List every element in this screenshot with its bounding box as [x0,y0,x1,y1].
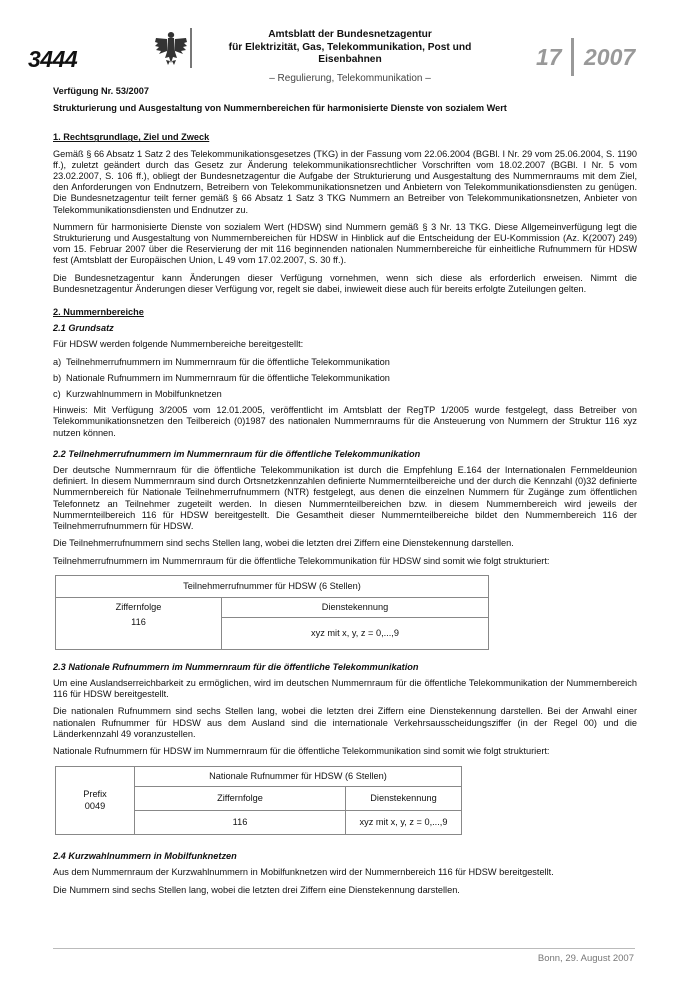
header-divider [190,28,192,68]
section-2-3-paragraph-3: Nationale Rufnummern für HDSW im Nummernraum für die öffentliche Telekommunikation sind somit wie folgt strukturiert: [53,745,550,756]
list-marker: c) [53,389,61,400]
federal-eagle-icon [154,30,188,66]
header-line-3: – Regulierung, Telekommunikation – [269,72,431,84]
section-1-paragraph-2: Nummern für harmonisierte Dienste von sozialem Wert (HDSW) sind Nummern gemäß § 3 Nr. 13 TKG. Diese Allgemeinverfügung legt die Strukturierung und Ausgestaltung von Nummernbereichen für HDSW in Hinblick auf die Entscheidung der EU-Kommission (Az. K(2007) 249) vom 15. Februar 2007 über die Reservierung der mit 116 beginnenden nationalen Nummernbereiche für einheitliche Rufnummern für HDSW fest (Amtsblatt der Europäischen Union, L 49 vom 17.02.2007, S. 30 ff.). [53,221,637,266]
section-1-paragraph-1: Gemäß § 66 Absatz 1 Satz 2 des Telekommunikationsgesetzes (TKG) in der Fassung vom 22.06.2004 (BGBl. I Nr. 29 vom 25.06.2004, S. 1190 ff.), zuletzt geändert durch das Gesetz zur Änderung telekommunikationsrechtlicher Vorschriften vom 18.02.2007 (BGBl. I Nr. 5 vom 23.02.2007, S. 106 ff.), obliegt der Bundesnetzagentur die Aufgabe der Strukturierung und Ausgestaltung des Nummernraums mit dem Ziel, den Anforderungen von Endnutzern, Betreibern von Telekommunikationsnetzen und Anbietern von Telekommunikationsdiensten zu genügen. Die Bundesnetzagentur teilt ferner gemäß § 66 Absatz 1 Satz 3 TKG Nummern an Betreiber von Telekommunikationsnetzen, Anbieter von Telekommunikationsdiensten und Endnutzer zu. [53,148,637,215]
table-cell: xyz mit x, y, z = 0,...,9 [222,617,489,649]
section-2-2-heading: 2.2 Teilnehmerrufnummern im Nummernraum für die öffentliche Telekommunikation [53,448,421,459]
section-2-4-paragraph-1: Aus dem Nummernraum der Kurzwahlnummern in Mobilfunknetzen wird der Nummernbereich 116 für HDSW bereitgestellt. [53,867,554,878]
table-header-cell: Dienstekennung [222,597,489,617]
list-item [53,389,637,400]
issue-number-block [536,44,636,71]
subscriber-number-table [55,575,489,650]
header-title-block [200,29,500,85]
table-cell: 116 [56,617,222,649]
section-2-1-hint: Hinweis: Mit Verfügung 3/2005 vom 12.01.2005, veröffentlicht im Amtsblatt der RegTP 1/2005 wurde festgelegt, dass Betreiber von Telekommunikationsnetzen den Teilbereich (0)1987 des nationalen Nummernraums für die Ansteuerung von Nummern der Struktur 116 xyz nutzen können. [53,405,637,438]
page-number: 3444 [28,46,78,72]
table-cell: 116 [135,811,346,835]
footer-divider [53,948,635,949]
header-line-2: für Elektrizität, Gas, Telekommunikation, Post und Eisenbahnen [228,41,472,65]
document-body [53,86,637,902]
table-header-cell: Ziffernfolge [135,787,346,811]
prefix-value: 0049 [84,800,106,811]
prefix-label: Prefix [83,789,107,800]
issue-number: 17 [536,44,562,70]
table-header-cell: Ziffernfolge [56,597,222,617]
section-1-heading: 1. Rechtsgrundlage, Ziel und Zweck [53,132,210,143]
section-2-1-intro: Für HDSW werden folgende Nummernbereiche bereitgestellt: [53,339,304,350]
verfuegung-number: Verfügung Nr. 53/2007 [53,86,149,96]
section-1-paragraph-3: Die Bundesnetzagentur kann Änderungen dieser Verfügung vornehmen, wenn sich diese als erforderlich erweisen. Nimmt die Bundesnetzagentur Änderungen dieser Verfügung vor, regelt sie dabei, inwieweit diese auch für bereits erfolgte Zuteilungen gelten. [53,272,637,294]
table-caption: Nationale Rufnummer für HDSW (6 Stellen) [135,767,462,787]
national-number-table [55,766,462,835]
section-2-2-paragraph-1: Der deutsche Nummernraum für die öffentliche Telekommunikation ist durch die Empfehlung E.164 der Internationalen Fernmeldeunion definiert. In diesem Nummernraum sind durch Ortsnetzkennzahlen definierte Nummernteilbereiche und der durch die Kennzahl (0)32 definierte Nummernbereich für Nationale Teilnehmerrufnummern (NTR) festgelegt, aus denen die einzelnen Nummern für Zugänge zum öffentlichen Telefonnetz an Teilnehmer zugeteilt werden. In diesen Nummernteilbereichen bzw. in diesem Nummernbereich wird jeweils der Nummernteilbereich 116 für HDSW bereitgestellt. Die Gesamtheit dieser Nummernteilbereiche bildet den Nummernbereich 116 der Teilnehmerrufnummern für HDSW. [53,465,637,532]
section-2-heading: 2. Nummernbereiche [53,307,144,318]
list-text: Kurzwahlnummern in Mobilfunknetzen [66,389,222,400]
prefix-cell [56,767,135,835]
table-caption: Teilnehmerrufnummer für HDSW (6 Stellen) [56,575,489,597]
footer-date: Bonn, 29. August 2007 [537,953,634,964]
table-header-cell: Dienstekennung [346,787,462,811]
section-2-4-paragraph-2: Die Nummern sind sechs Stellen lang, wobei die letzten drei Ziffern eine Dienstekennung darstellen. [53,884,460,895]
section-2-4-heading: 2.4 Kurzwahlnummern in Mobilfunknetzen [53,851,237,862]
issue-year: 2007 [584,44,636,70]
document-title: Strukturierung und Ausgestaltung von Nummernbereichen für harmonisierte Dienste von sozialem Wert [53,103,507,114]
list-marker: b) [53,372,62,383]
list-item [53,357,637,368]
list-text: Nationale Rufnummern im Nummernraum für die öffentliche Telekommunikation [66,372,390,383]
section-2-1-heading: 2.1 Grundsatz [53,323,114,334]
section-2-2-paragraph-3: Teilnehmerrufnummern im Nummernraum für die öffentliche Telekommunikation für HDSW sind somit wie folgt strukturiert: [53,555,550,566]
section-2-3-heading: 2.3 Nationale Rufnummern im Nummernraum für die öffentliche Telekommunikation [53,661,419,672]
section-2-3-paragraph-2: Die nationalen Rufnummern sind sechs Stellen lang, wobei die letzten drei Ziffern eine Dienstekennung darstellen. Bei der Anwahl einer nationalen Rufnummer für HDSW aus dem Ausland sind die internationale Verkehrsausscheidungsziffer (in der Regel 00) und die Länderkennzahl 49 voranzustellen. [53,706,637,739]
header-line-1: Amtsblatt der Bundesnetzagentur [268,29,432,40]
table-cell: xyz mit x, y, z = 0,...,9 [346,811,462,835]
issue-divider [571,38,574,76]
section-2-2-paragraph-2: Die Teilnehmerrufnummern sind sechs Stellen lang, wobei die letzten drei Ziffern eine Dienstekennung darstellen. [53,538,514,549]
list-item [53,373,637,384]
section-2-3-paragraph-1: Um eine Auslandserreichbarkeit zu ermöglichen, wird im deutschen Nummernraum für die öffentliche Telekommunikation der Nummernbereich 116 für HDSW bereitgestellt. [53,677,637,700]
list-text: Teilnehmerrufnummern im Nummernraum für die öffentliche Telekommunikation [66,356,390,367]
list-marker: a) [53,356,62,367]
